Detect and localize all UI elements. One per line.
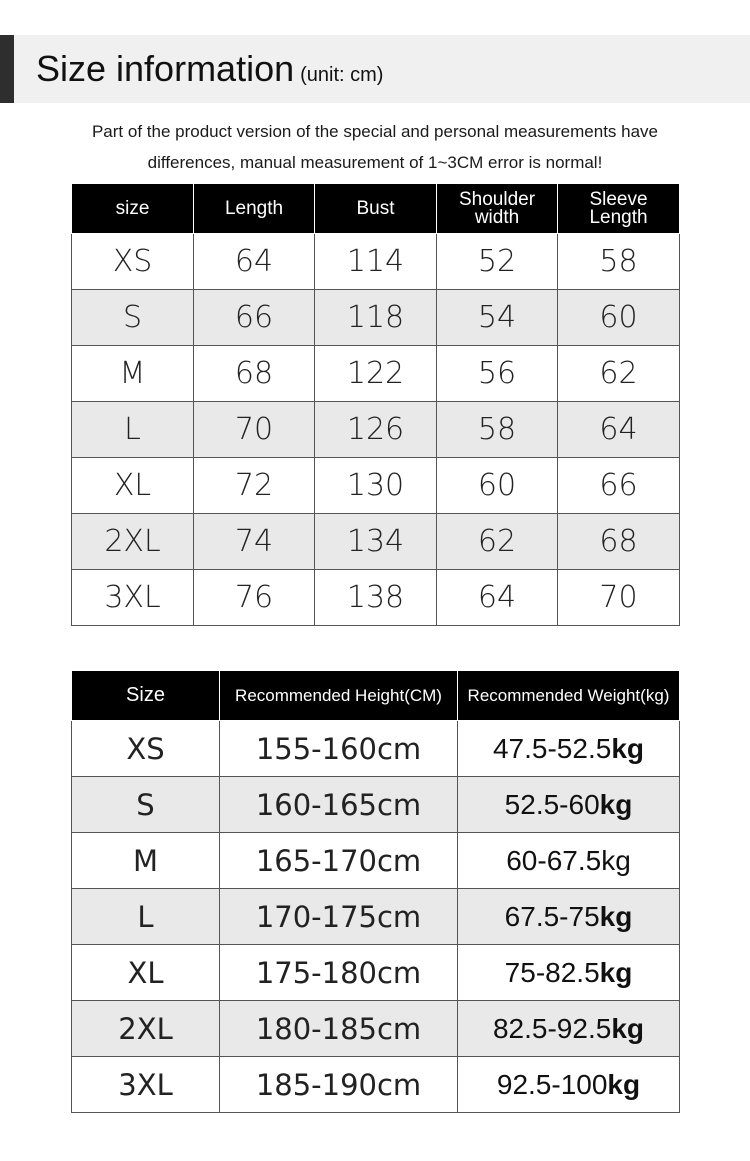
cell-height: 180-185cm xyxy=(220,1001,458,1057)
cell-sleeve: 62 xyxy=(558,346,680,402)
weight-value: 47.5-52.5 xyxy=(492,732,612,764)
cell-length: 70 xyxy=(194,402,315,458)
cell-weight xyxy=(458,945,680,1001)
table-row xyxy=(72,514,680,570)
table-row xyxy=(72,346,680,402)
cell-height: 155-160cm xyxy=(220,721,458,777)
weight-value: 82.5-92.5 xyxy=(492,1012,612,1044)
cell-bust: 114 xyxy=(315,234,437,290)
cell-length: 72 xyxy=(194,458,315,514)
weight-unit: kg xyxy=(601,844,631,876)
cell-height: 160-165cm xyxy=(220,777,458,833)
table-row xyxy=(72,458,680,514)
weight-value: 92.5-100 xyxy=(496,1068,608,1100)
table-row xyxy=(72,234,680,290)
cell-weight xyxy=(458,1057,680,1113)
cell-length: 76 xyxy=(194,570,315,626)
cell-size: XS xyxy=(72,234,194,290)
weight-unit: kg xyxy=(599,956,633,988)
cell-height: 170-175cm xyxy=(220,889,458,945)
cell-bust: 130 xyxy=(315,458,437,514)
table-row xyxy=(72,945,680,1001)
table-row xyxy=(72,777,680,833)
header-sleeve-length xyxy=(558,184,680,234)
note-line-2: differences, manual measurement of 1~3CM error is normal! xyxy=(147,153,603,172)
cell-size: 2XL xyxy=(72,1001,220,1057)
weight-value: 67.5-75 xyxy=(504,900,600,932)
measurements-table xyxy=(71,183,680,626)
recommendation-table xyxy=(71,670,680,1113)
cell-length: 68 xyxy=(194,346,315,402)
title-unit: (unit: cm) xyxy=(300,64,384,86)
table-row xyxy=(72,1001,680,1057)
cell-sleeve: 70 xyxy=(558,570,680,626)
weight-unit: kg xyxy=(599,788,633,820)
cell-size: XL xyxy=(72,458,194,514)
cell-shoulder: 60 xyxy=(437,458,558,514)
header-shoulder-line1: Shoulder xyxy=(458,188,536,210)
weight-value: 52.5-60 xyxy=(504,788,600,820)
weight-unit: kg xyxy=(611,732,644,764)
cell-size: S xyxy=(72,290,194,346)
cell-height: 185-190cm xyxy=(220,1057,458,1113)
cell-bust: 138 xyxy=(315,570,437,626)
cell-weight xyxy=(458,833,680,889)
cell-size: 2XL xyxy=(72,514,194,570)
cell-shoulder: 52 xyxy=(437,234,558,290)
cell-bust: 118 xyxy=(315,290,437,346)
table-row xyxy=(72,1057,680,1113)
weight-unit: kg xyxy=(607,1068,641,1100)
cell-weight xyxy=(458,889,680,945)
weight-unit: kg xyxy=(599,900,633,932)
cell-weight xyxy=(458,777,680,833)
table-header-row xyxy=(72,671,680,721)
header-accent-bar xyxy=(0,35,14,103)
weight-value: 60-67.5 xyxy=(506,844,602,876)
cell-size: 3XL xyxy=(72,570,194,626)
cell-size: M xyxy=(72,833,220,889)
table-row xyxy=(72,290,680,346)
header-sleeve-line2: Length xyxy=(589,206,648,228)
cell-size: L xyxy=(72,402,194,458)
cell-sleeve: 60 xyxy=(558,290,680,346)
cell-length: 66 xyxy=(194,290,315,346)
cell-size: L xyxy=(72,889,220,945)
cell-sleeve: 64 xyxy=(558,402,680,458)
cell-sleeve: 58 xyxy=(558,234,680,290)
table-row xyxy=(72,570,680,626)
cell-bust: 126 xyxy=(315,402,437,458)
cell-length: 74 xyxy=(194,514,315,570)
cell-size: M xyxy=(72,346,194,402)
cell-shoulder: 58 xyxy=(437,402,558,458)
header-recommended-weight: Recommended Weight(kg) xyxy=(458,671,680,721)
table-row xyxy=(72,833,680,889)
header-shoulder-width xyxy=(437,184,558,234)
cell-bust: 122 xyxy=(315,346,437,402)
cell-sleeve: 66 xyxy=(558,458,680,514)
weight-unit: kg xyxy=(611,1012,644,1044)
header-sleeve-line1: Sleeve xyxy=(589,188,648,210)
header-size: Size xyxy=(72,671,220,721)
table-row xyxy=(72,889,680,945)
cell-size: XS xyxy=(72,721,220,777)
section-header xyxy=(0,35,750,103)
page-title xyxy=(36,49,383,95)
cell-sleeve: 68 xyxy=(558,514,680,570)
cell-weight xyxy=(458,721,680,777)
header-size: size xyxy=(72,184,194,234)
cell-length: 64 xyxy=(194,234,315,290)
table-row xyxy=(72,721,680,777)
cell-shoulder: 54 xyxy=(437,290,558,346)
cell-size: S xyxy=(72,777,220,833)
cell-size: XL xyxy=(72,945,220,1001)
cell-shoulder: 64 xyxy=(437,570,558,626)
cell-shoulder: 56 xyxy=(437,346,558,402)
cell-weight xyxy=(458,1001,680,1057)
header-bust: Bust xyxy=(315,184,437,234)
table-header-row xyxy=(72,184,680,234)
header-recommended-height: Recommended Height(CM) xyxy=(220,671,458,721)
measurement-note xyxy=(0,116,750,178)
cell-height: 165-170cm xyxy=(220,833,458,889)
title-text: Size information xyxy=(36,48,295,89)
note-line-1: Part of the product version of the special and personal measurements have xyxy=(91,122,659,141)
header-length: Length xyxy=(194,184,315,234)
cell-bust: 134 xyxy=(315,514,437,570)
weight-value: 75-82.5 xyxy=(504,956,600,988)
cell-size: 3XL xyxy=(72,1057,220,1113)
header-shoulder-line2: width xyxy=(474,206,520,228)
cell-shoulder: 62 xyxy=(437,514,558,570)
table-row xyxy=(72,402,680,458)
cell-height: 175-180cm xyxy=(220,945,458,1001)
